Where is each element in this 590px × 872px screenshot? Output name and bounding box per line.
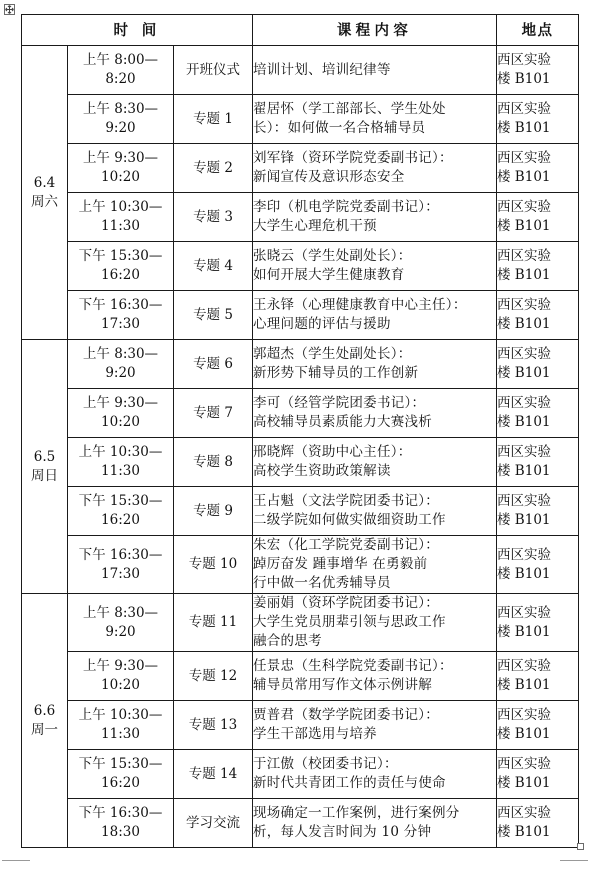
content-line: 融合的思考	[253, 633, 322, 649]
content-line: 李可（经管学院团委书记）：	[253, 395, 426, 411]
content-line: 翟居怀（学工部部长、学生处处	[253, 101, 446, 117]
content-line: 任景忠（生科学院党委副书记）：	[253, 658, 453, 674]
location-line: 楼 B101	[497, 677, 551, 693]
location-line: 西区实验	[497, 346, 552, 362]
session-cell: 开班仪式	[174, 46, 253, 95]
content-cell	[253, 594, 497, 652]
session-cell: 专题 3	[174, 193, 253, 242]
session-cell: 专题 8	[174, 438, 253, 487]
time-end: 17:30	[101, 565, 140, 582]
content-cell	[253, 750, 497, 799]
location-line: 楼 B101	[497, 365, 551, 381]
location-line: 楼 B101	[497, 512, 551, 528]
day-date: 6.4	[33, 174, 56, 191]
time-start: 下午 16:30—	[78, 805, 163, 821]
content-line: 王占魁（文法学院团委书记）：	[253, 493, 440, 509]
time-end: 8:20	[105, 71, 136, 87]
day-cell	[22, 594, 68, 848]
location-line: 楼 B101	[497, 824, 551, 840]
content-cell	[253, 46, 497, 95]
location-line: 西区实验	[497, 150, 552, 166]
content-line: 张晓云（学生处副处长）：	[253, 248, 412, 264]
header-time: 时 间	[22, 15, 253, 46]
time-end: 11:30	[101, 463, 140, 479]
location-line: 楼 B101	[497, 169, 551, 185]
time-start: 上午 9:30—	[82, 150, 159, 166]
content-cell	[253, 438, 497, 487]
table-row	[22, 46, 579, 95]
location-cell	[497, 242, 579, 291]
table-row	[22, 193, 579, 242]
time-cell	[68, 487, 174, 536]
location-cell	[497, 144, 579, 193]
header-row	[22, 15, 579, 46]
location-cell	[497, 46, 579, 95]
location-cell	[497, 95, 579, 144]
session-cell: 专题 7	[174, 389, 253, 438]
time-end: 16:20	[101, 267, 140, 283]
content-line: 培训计划、培训纪律等	[253, 61, 391, 78]
page-margin-rule	[560, 860, 588, 861]
time-end: 16:20	[101, 775, 140, 791]
time-cell	[68, 652, 174, 701]
content-line: 新时代共青团工作的责任与使命	[253, 775, 446, 791]
location-line: 楼 B101	[497, 565, 551, 582]
session-cell: 专题 2	[174, 144, 253, 193]
location-line: 西区实验	[497, 297, 552, 313]
content-line: 郭超杰（学生处副处长）：	[253, 346, 412, 362]
location-cell	[497, 487, 579, 536]
time-cell	[68, 594, 174, 652]
time-end: 17:30	[101, 316, 140, 332]
content-line: 新形势下辅导员的工作创新	[253, 365, 419, 381]
day-date: 6.5	[33, 448, 56, 465]
location-line: 楼 B101	[497, 267, 551, 283]
location-line: 楼 B101	[497, 726, 551, 742]
content-line: 李印（机电学院党委副书记）：	[253, 199, 440, 215]
table-row	[22, 594, 579, 652]
table-row	[22, 242, 579, 291]
table-move-handle-icon[interactable]	[4, 4, 15, 15]
time-cell	[68, 701, 174, 750]
session-cell: 专题 12	[174, 652, 253, 701]
location-line: 西区实验	[497, 493, 552, 509]
table-row	[22, 536, 579, 594]
time-start: 下午 16:30—	[78, 297, 163, 313]
time-cell	[68, 750, 174, 799]
table-row	[22, 340, 579, 389]
time-cell	[68, 291, 174, 340]
content-line: 析，每人发言时间为 10 分钟	[253, 824, 432, 840]
content-line: 二级学院如何做实做细资助工作	[253, 512, 446, 528]
time-end: 9:20	[105, 365, 136, 381]
location-line: 西区实验	[497, 707, 552, 723]
time-start: 下午 15:30—	[78, 493, 163, 509]
content-cell	[253, 144, 497, 193]
location-cell	[497, 291, 579, 340]
session-cell: 专题 14	[174, 750, 253, 799]
time-end: 9:20	[105, 120, 136, 136]
location-cell	[497, 536, 579, 594]
training-schedule-table	[21, 14, 579, 848]
location-line: 西区实验	[497, 805, 552, 821]
content-cell	[253, 291, 497, 340]
time-cell	[68, 536, 174, 594]
location-line: 西区实验	[497, 604, 552, 621]
content-line: 现场确定一工作案例，进行案例分	[253, 805, 460, 821]
day-cell	[22, 46, 68, 340]
time-end: 16:20	[101, 512, 140, 528]
time-cell	[68, 340, 174, 389]
location-cell	[497, 389, 579, 438]
time-end: 18:30	[101, 824, 140, 840]
time-start: 上午 10:30—	[78, 444, 163, 460]
table-row	[22, 487, 579, 536]
location-cell	[497, 594, 579, 652]
table-row	[22, 438, 579, 487]
session-cell: 专题 4	[174, 242, 253, 291]
content-line: 贾普君（数学学院团委书记）：	[253, 707, 440, 723]
time-start: 上午 8:30—	[82, 604, 159, 621]
header-content: 课程内容	[253, 15, 497, 46]
location-cell	[497, 799, 579, 848]
location-line: 西区实验	[497, 248, 552, 264]
location-cell	[497, 652, 579, 701]
session-cell: 专题 1	[174, 95, 253, 144]
session-cell: 专题 11	[174, 594, 253, 652]
table-row	[22, 389, 579, 438]
table-row	[22, 701, 579, 750]
table-resize-handle-icon[interactable]	[577, 843, 584, 850]
time-start: 上午 8:30—	[82, 346, 159, 362]
content-line: 于江傲（校团委书记）：	[253, 756, 398, 772]
day-cell	[22, 340, 68, 594]
content-line: 如何开展大学生健康教育	[253, 267, 405, 283]
content-line: 心理问题的评估与援助	[253, 316, 391, 332]
content-line: 长）：如何做一名合格辅导员	[253, 120, 426, 136]
time-cell	[68, 46, 174, 95]
content-cell	[253, 340, 497, 389]
table-row	[22, 799, 579, 848]
content-line: 刘军锋（资环学院党委副书记）：	[253, 150, 453, 166]
session-cell: 专题 5	[174, 291, 253, 340]
content-cell	[253, 487, 497, 536]
location-cell	[497, 438, 579, 487]
session-cell: 专题 10	[174, 536, 253, 594]
time-cell	[68, 144, 174, 193]
session-cell: 专题 6	[174, 340, 253, 389]
location-line: 西区实验	[497, 101, 552, 117]
location-line: 西区实验	[497, 444, 552, 460]
content-line: 姜丽娟（资环学院团委书记）：	[253, 595, 440, 611]
content-line: 学生干部选用与培养	[253, 726, 377, 742]
location-cell	[497, 193, 579, 242]
content-line: 高校辅导员素质能力大赛浅析	[253, 414, 433, 430]
time-start: 上午 10:30—	[78, 199, 163, 215]
time-cell	[68, 193, 174, 242]
content-line: 朱宏（化工学院党委副书记）：	[253, 537, 440, 553]
content-line: 王永铎（心理健康教育中心主任）：	[253, 297, 467, 313]
table-row	[22, 750, 579, 799]
time-end: 9:20	[105, 623, 136, 640]
content-cell	[253, 799, 497, 848]
location-line: 楼 B101	[497, 775, 551, 791]
location-line: 楼 B101	[497, 414, 551, 430]
session-cell: 学习交流	[174, 799, 253, 848]
content-line: 踔厉奋发 踵事增华 在勇毅前	[253, 556, 428, 572]
time-end: 10:20	[101, 677, 140, 693]
time-cell	[68, 242, 174, 291]
table-row	[22, 291, 579, 340]
location-line: 西区实验	[497, 395, 552, 411]
time-start: 上午 9:30—	[82, 658, 159, 674]
location-cell	[497, 340, 579, 389]
day-date: 6.6	[33, 702, 56, 719]
content-cell	[253, 389, 497, 438]
location-line: 西区实验	[497, 199, 552, 215]
table-row	[22, 652, 579, 701]
session-cell: 专题 9	[174, 487, 253, 536]
time-end: 10:20	[101, 414, 140, 430]
content-cell	[253, 95, 497, 144]
day-weekday: 周六	[31, 193, 58, 210]
day-weekday: 周一	[31, 721, 58, 738]
location-cell	[497, 750, 579, 799]
time-start: 上午 9:30—	[82, 395, 159, 411]
time-start: 上午 8:30—	[82, 101, 159, 117]
location-line: 西区实验	[497, 658, 552, 674]
time-end: 11:30	[101, 726, 140, 742]
time-cell	[68, 438, 174, 487]
table-row	[22, 95, 579, 144]
content-line: 大学生心理危机干预	[253, 218, 377, 234]
location-cell	[497, 701, 579, 750]
content-line: 新闻宣传及意识形态安全	[253, 169, 405, 185]
content-line: 邢晓辉（资助中心主任）：	[253, 444, 412, 460]
location-line: 楼 B101	[497, 71, 551, 87]
content-line: 行中做一名优秀辅导员	[253, 575, 391, 591]
time-end: 10:20	[101, 169, 140, 185]
location-line: 楼 B101	[497, 218, 551, 234]
location-line: 楼 B101	[497, 120, 551, 136]
time-start: 上午 10:30—	[78, 707, 163, 723]
time-start: 下午 16:30—	[78, 546, 163, 563]
time-cell	[68, 799, 174, 848]
content-cell	[253, 652, 497, 701]
table-row	[22, 144, 579, 193]
time-start: 下午 15:30—	[78, 756, 163, 772]
content-cell	[253, 536, 497, 594]
time-end: 11:30	[101, 218, 140, 234]
location-line: 西区实验	[497, 52, 552, 68]
location-line: 楼 B101	[497, 623, 551, 640]
content-line: 高校学生资助政策解读	[253, 463, 391, 479]
content-cell	[253, 701, 497, 750]
time-start: 下午 15:30—	[78, 248, 163, 264]
location-line: 西区实验	[497, 756, 552, 772]
header-location: 地点	[497, 15, 579, 46]
content-line: 大学生党员朋辈引领与思政工作	[253, 614, 446, 630]
time-start: 上午 8:00—	[82, 52, 159, 68]
location-line: 楼 B101	[497, 463, 551, 479]
time-cell	[68, 389, 174, 438]
day-weekday: 周日	[31, 467, 58, 484]
page-margin-rule	[2, 860, 30, 861]
content-cell	[253, 242, 497, 291]
content-line: 辅导员常用写作文体示例讲解	[253, 677, 433, 693]
content-cell	[253, 193, 497, 242]
time-cell	[68, 95, 174, 144]
location-line: 楼 B101	[497, 316, 551, 332]
location-line: 西区实验	[497, 546, 552, 563]
session-cell: 专题 13	[174, 701, 253, 750]
